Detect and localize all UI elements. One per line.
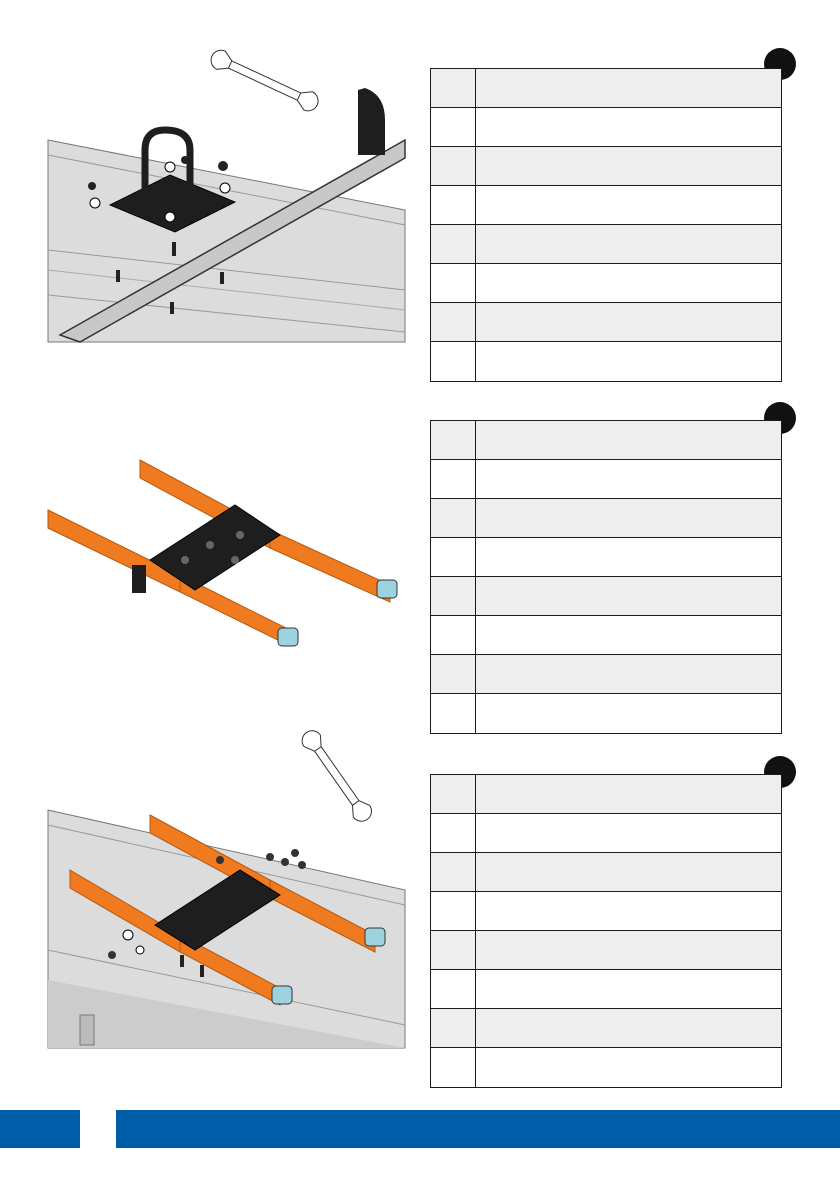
table-row	[431, 931, 781, 970]
footer-page-tab	[0, 1110, 80, 1148]
row-number	[431, 970, 476, 1008]
row-number	[431, 577, 476, 615]
row-text	[476, 931, 781, 969]
row-text	[476, 69, 781, 107]
row-number	[431, 108, 476, 146]
row-text	[476, 655, 781, 693]
row-text	[476, 186, 781, 224]
table-row	[431, 538, 781, 577]
row-number	[431, 1009, 476, 1047]
row-number	[431, 186, 476, 224]
row-number	[431, 421, 476, 459]
step-1-parts-table	[430, 68, 782, 382]
table-row	[431, 655, 781, 694]
row-text	[476, 775, 781, 813]
row-number	[431, 303, 476, 341]
row-number	[431, 616, 476, 654]
row-text	[476, 108, 781, 146]
wrench-icon	[298, 730, 375, 825]
step-2-parts-table	[430, 420, 782, 734]
row-text	[476, 460, 781, 498]
table-row	[431, 69, 781, 108]
row-number	[431, 775, 476, 813]
row-text	[476, 814, 781, 852]
row-text	[476, 694, 781, 733]
table-row	[431, 577, 781, 616]
table-row	[431, 1009, 781, 1048]
row-number	[431, 264, 476, 302]
step-1-illustration	[40, 40, 420, 350]
row-text	[476, 1048, 781, 1087]
table-row	[431, 616, 781, 655]
table-row	[431, 1048, 781, 1087]
row-number	[431, 892, 476, 930]
table-row	[431, 775, 781, 814]
row-number	[431, 147, 476, 185]
row-number	[431, 538, 476, 576]
row-text	[476, 970, 781, 1008]
row-number	[431, 853, 476, 891]
wrench-icon	[208, 47, 322, 114]
row-text	[476, 853, 781, 891]
row-text	[476, 538, 781, 576]
row-text	[476, 499, 781, 537]
table-row	[431, 499, 781, 538]
table-row	[431, 186, 781, 225]
row-number	[431, 655, 476, 693]
row-number	[431, 69, 476, 107]
row-number	[431, 342, 476, 381]
table-row	[431, 853, 781, 892]
step-3-parts-table	[430, 774, 782, 1088]
table-row	[431, 694, 781, 733]
step-2-illustration	[40, 450, 420, 660]
row-text	[476, 264, 781, 302]
table-row	[431, 460, 781, 499]
row-text	[476, 892, 781, 930]
row-number	[431, 931, 476, 969]
table-row	[431, 814, 781, 853]
row-number	[431, 694, 476, 733]
table-row	[431, 421, 781, 460]
table-row	[431, 108, 781, 147]
table-row	[431, 147, 781, 186]
table-row	[431, 892, 781, 931]
row-text	[476, 1009, 781, 1047]
row-text	[476, 421, 781, 459]
row-text	[476, 147, 781, 185]
row-number	[431, 460, 476, 498]
row-text	[476, 342, 781, 381]
row-text	[476, 225, 781, 263]
table-row	[431, 970, 781, 1009]
table-row	[431, 264, 781, 303]
table-row	[431, 303, 781, 342]
row-number	[431, 1048, 476, 1087]
row-number	[431, 225, 476, 263]
table-row	[431, 342, 781, 381]
table-row	[431, 225, 781, 264]
footer-bar	[116, 1110, 840, 1148]
row-text	[476, 303, 781, 341]
step-3-illustration	[40, 730, 420, 1052]
row-number	[431, 814, 476, 852]
row-text	[476, 616, 781, 654]
row-number	[431, 499, 476, 537]
row-text	[476, 577, 781, 615]
